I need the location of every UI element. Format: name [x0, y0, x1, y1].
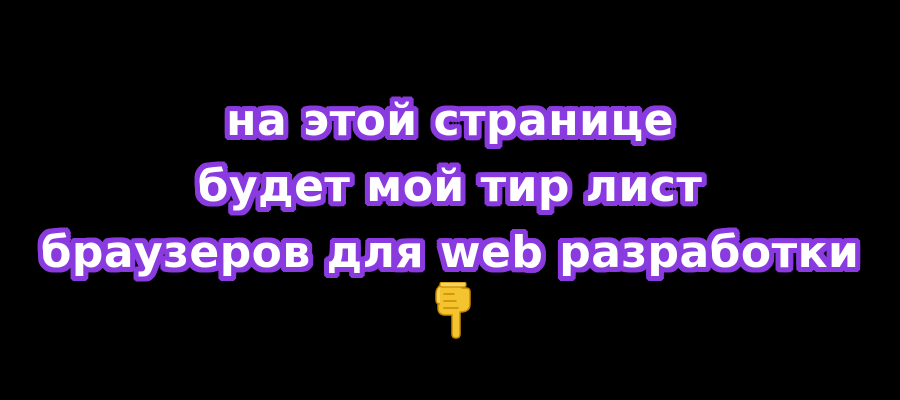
headline-line-1: на этой странице	[226, 95, 674, 146]
headline-line-2: будет мой тир лист	[197, 161, 703, 212]
headline-line-3: браузеров для web разработки	[40, 227, 860, 278]
pointing-down-hand-icon	[434, 282, 474, 340]
headline	[0, 88, 900, 286]
